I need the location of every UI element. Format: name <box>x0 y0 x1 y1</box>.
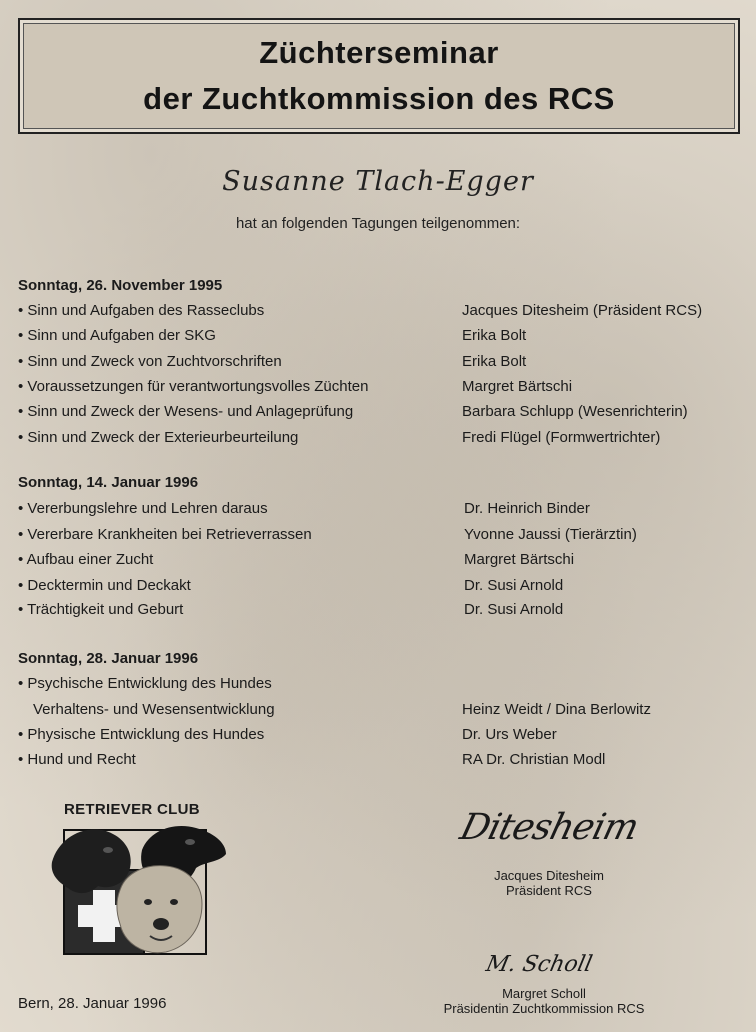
signature-block <box>424 950 664 1016</box>
topic: • Sinn und Zweck der Wesens- und Anlageprüfung <box>18 403 354 420</box>
header-title-line1: Züchterseminar <box>259 35 499 70</box>
speaker: RA Dr. Christian Modl <box>462 751 606 768</box>
topic: • Sinn und Zweck von Zuchtvorschriften <box>18 353 282 370</box>
list-item <box>0 551 756 573</box>
speaker: Dr. Susi Arnold <box>464 601 564 618</box>
topic: • Decktermin und Deckakt <box>18 577 191 594</box>
list-item <box>0 500 756 522</box>
speaker: Jacques Ditesheim (Präsident RCS) <box>462 302 703 319</box>
topic: • Sinn und Zweck der Exterieurbeurteilung <box>18 429 299 446</box>
topic: • Voraussetzungen für verantwortungsvolles Züchten <box>18 378 369 395</box>
session-date: Sonntag, 14. Januar 1996 <box>18 474 199 491</box>
topic: • Trächtigkeit und Geburt <box>18 601 184 618</box>
speaker: Dr. Heinrich Binder <box>464 500 590 517</box>
list-item <box>0 601 756 623</box>
list-item <box>0 353 756 375</box>
speaker: Yvonne Jaussi (Tierärztin) <box>464 526 637 543</box>
speaker: Dr. Susi Arnold <box>464 577 564 594</box>
session-date: Sonntag, 28. Januar 1996 <box>18 650 199 667</box>
participant-name: Susanne Tlach-Egger <box>222 166 534 197</box>
list-item <box>0 577 756 599</box>
header-title-line2: der Zuchtkommission des RCS <box>143 81 615 116</box>
speaker: Fredi Flügel (Formwertrichter) <box>462 429 661 446</box>
speaker: Dr. Urs Weber <box>462 726 557 743</box>
signature-scrawl: Ditesheim <box>456 807 643 848</box>
signer-name: Jacques Ditesheim <box>494 868 604 883</box>
list-item <box>0 302 756 324</box>
topic: • Vererbungslehre und Lehren daraus <box>18 500 268 517</box>
list-item <box>0 675 756 697</box>
topic: • Psychische Entwicklung des Hundes <box>18 675 272 692</box>
intro-text: hat an folgenden Tagungen teilgenommen: <box>235 215 521 232</box>
topic: • Physische Entwicklung des Hundes <box>18 726 265 743</box>
list-item <box>0 327 756 349</box>
place-date: Bern, 28. Januar 1996 <box>18 995 167 1012</box>
signer-role: Präsidentin Zuchtkommission RCS <box>443 1001 645 1016</box>
speaker: Margret Bärtschi <box>464 551 575 568</box>
topic: Verhaltens- und Wesensentwicklung <box>33 701 275 718</box>
list-item <box>0 526 756 548</box>
speaker: Margret Bärtschi <box>462 378 573 395</box>
speaker: Erika Bolt <box>462 353 527 370</box>
list-item <box>0 429 756 451</box>
list-item <box>0 701 756 723</box>
signer-name: Margret Scholl <box>502 986 586 1001</box>
list-item <box>0 751 756 773</box>
list-item <box>0 378 756 400</box>
topic: • Aufbau einer Zucht <box>18 551 154 568</box>
speaker: Heinz Weidt / Dina Berlowitz <box>462 701 651 718</box>
signer-role: Präsident RCS <box>506 883 592 898</box>
signature-scrawl: M. Scholl <box>483 952 595 977</box>
list-item <box>0 726 756 748</box>
speaker: Barbara Schlupp (Wesenrichterin) <box>462 403 688 420</box>
logo-title: RETRIEVER CLUB <box>64 801 200 818</box>
signature-block <box>456 800 642 898</box>
topic: • Vererbare Krankheiten bei Retrieverrassen <box>18 526 312 543</box>
header-banner <box>18 18 740 134</box>
session-date: Sonntag, 26. November 1995 <box>18 277 223 294</box>
list-item <box>0 403 756 425</box>
topic: • Hund und Recht <box>18 751 136 768</box>
topic: • Sinn und Aufgaben des Rasseclubs <box>18 302 265 319</box>
topic: • Sinn und Aufgaben der SKG <box>18 327 216 344</box>
swiss-cross-retriever-logo <box>50 820 228 956</box>
speaker: Erika Bolt <box>462 327 527 344</box>
